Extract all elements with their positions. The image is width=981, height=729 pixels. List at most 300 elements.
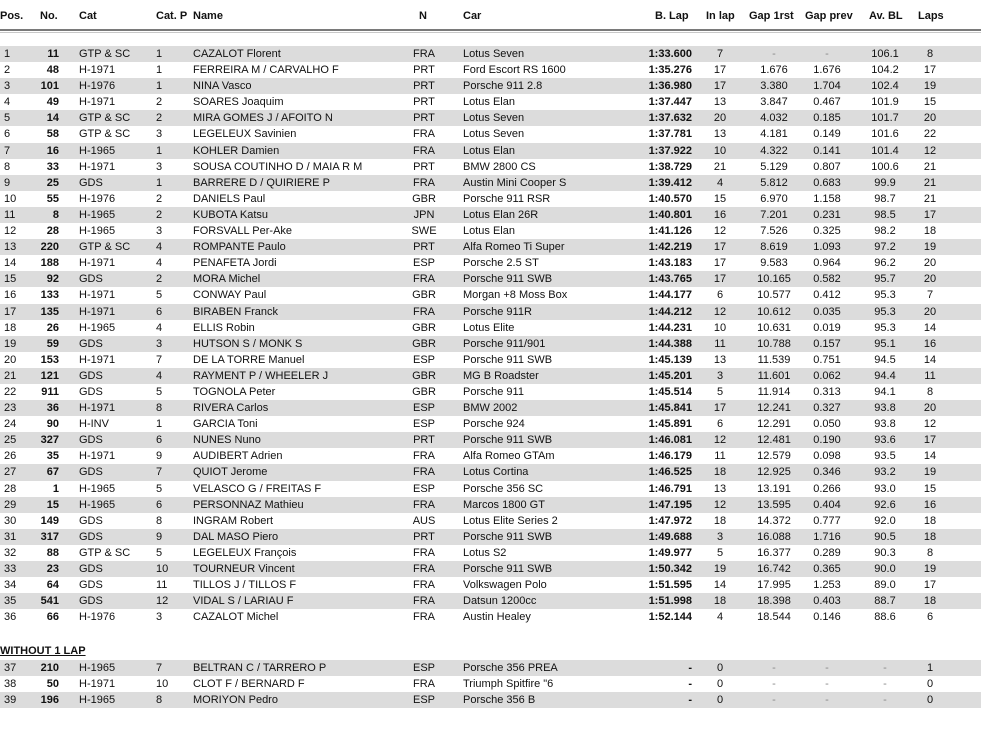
cell-category: H-INV (79, 418, 109, 431)
cell-car-number: 66 (46, 611, 59, 624)
cell-in-lap: 11 (714, 337, 726, 350)
cell-laps: 21 (923, 160, 937, 173)
table-row (0, 223, 981, 239)
table-row (0, 561, 981, 577)
cell-category-pos: 1 (156, 418, 163, 431)
cell-nationality: GBR (412, 369, 436, 382)
cell-pos: 35 (4, 595, 17, 608)
cell-driver-name: TOURNEUR Vincent (193, 563, 295, 575)
cell-laps: 19 (923, 466, 937, 479)
cell-car-number: 58 (46, 128, 59, 141)
cell-gap-prev: 0.231 (813, 208, 841, 221)
cell-car: Lotus Seven (463, 128, 525, 141)
table-row (0, 593, 981, 609)
cell-best-lap: 1:51.595 (648, 579, 692, 592)
cell-nationality: PRT (413, 530, 435, 543)
cell-category-pos: 7 (156, 662, 163, 674)
cell-car: Lotus Cortina (463, 466, 529, 479)
cell-best-lap: 1:45.514 (648, 385, 692, 398)
cell-car-number: 153 (40, 353, 59, 366)
table-row (0, 513, 981, 529)
cell-category-pos: 6 (156, 498, 163, 511)
cell-avg-best-lap: 93.0 (874, 482, 896, 495)
cell-category-pos: 1 (156, 176, 163, 189)
cell-category-pos: 1 (156, 144, 163, 157)
table-row (0, 464, 981, 480)
cell-in-lap: 5 (716, 546, 724, 559)
cell-gap-prev: 0.190 (813, 434, 841, 447)
cell-car: Porsche 911 SWB (463, 434, 553, 447)
cell-pos: 15 (4, 273, 17, 286)
cell-nationality: PRT (413, 160, 435, 173)
cell-in-lap: 17 (713, 402, 727, 415)
cell-car-number: 33 (46, 160, 59, 173)
table-row (0, 448, 981, 464)
cell-gap-prev: 0.157 (813, 337, 841, 350)
cell-pos: 23 (4, 402, 17, 415)
cell-gap-first: 12.481 (757, 434, 791, 447)
cell-in-lap: 13 (713, 96, 727, 109)
cell-gap-prev: - (825, 694, 829, 707)
cell-best-lap: - (688, 662, 692, 674)
cell-category-pos: 5 (156, 385, 163, 398)
cell-in-lap: 17 (713, 257, 727, 270)
cell-avg-best-lap: 106.1 (871, 48, 899, 60)
cell-nationality: GBR (412, 192, 436, 205)
cell-gap-prev: 1.676 (813, 64, 841, 77)
cell-nationality: PRT (413, 64, 435, 77)
cell-best-lap: 1:37.922 (648, 144, 692, 157)
table-row (0, 175, 981, 191)
cell-category-pos: 4 (156, 321, 163, 334)
cell-in-lap: 0 (716, 694, 724, 707)
cell-in-lap: 20 (713, 112, 727, 125)
cell-driver-name: HUTSON S / MONK S (193, 337, 303, 350)
cell-category: H-1971 (79, 64, 116, 77)
cell-category: H-1971 (79, 353, 116, 366)
cell-category: H-1965 (79, 225, 116, 238)
cell-avg-best-lap: 95.3 (874, 289, 896, 302)
cell-gap-first: 14.372 (757, 514, 791, 527)
cell-gap-prev: 0.412 (813, 289, 841, 302)
cell-avg-best-lap: 98.2 (874, 225, 896, 238)
cell-category-pos: 5 (156, 289, 163, 302)
cell-pos: 16 (4, 289, 17, 302)
cell-driver-name: TILLOS J / TILLOS F (193, 579, 297, 592)
cell-category-pos: 2 (156, 192, 163, 205)
cell-category: GDS (79, 530, 103, 543)
cell-gap-first: 10.631 (757, 321, 791, 334)
cell-laps: 17 (923, 64, 937, 77)
cell-nationality: FRA (413, 466, 435, 479)
cell-driver-name: NUNES Nuno (193, 434, 261, 447)
cell-car: Lotus Seven (463, 112, 525, 125)
header-car: Car (463, 10, 482, 22)
cell-avg-best-lap: 88.6 (874, 611, 896, 624)
cell-driver-name: PERSONNAZ Mathieu (193, 498, 304, 511)
cell-nationality: PRT (413, 112, 435, 125)
cell-nationality: SWE (411, 225, 437, 238)
cell-in-lap: 14 (713, 579, 727, 592)
cell-best-lap: 1:47.972 (648, 514, 692, 527)
cell-car-number: 88 (46, 546, 59, 559)
cell-gap-first: 3.847 (760, 96, 788, 109)
cell-category-pos: 4 (156, 257, 163, 270)
cell-category: H-1971 (79, 450, 116, 463)
cell-nationality: GBR (412, 321, 436, 334)
cell-car: Lotus S2 (463, 546, 507, 559)
cell-in-lap: 10 (713, 321, 727, 334)
table-row (0, 432, 981, 448)
cell-pos: 12 (4, 225, 17, 238)
cell-best-lap: 1:44.177 (648, 289, 692, 302)
cell-car: Porsche 911 SWB (463, 563, 553, 575)
cell-car-number: 11 (47, 48, 59, 60)
table-row (0, 660, 981, 676)
cell-laps: 18 (923, 225, 937, 238)
table-row (0, 159, 981, 175)
cell-pos: 6 (4, 128, 11, 141)
cell-category: H-1976 (79, 80, 116, 93)
cell-nationality: ESP (412, 482, 435, 495)
cell-driver-name: AUDIBERT Adrien (193, 450, 283, 463)
cell-category: H-1965 (79, 498, 116, 511)
cell-avg-best-lap: 99.9 (874, 176, 896, 189)
cell-driver-name: LEGELEUX François (193, 546, 297, 559)
cell-gap-prev: 1.253 (813, 579, 841, 592)
cell-best-lap: 1:43.765 (648, 273, 692, 286)
cell-avg-best-lap: 102.4 (871, 80, 899, 93)
cell-car: Marcos 1800 GT (463, 498, 545, 511)
cell-nationality: FRA (413, 546, 435, 559)
cell-in-lap: 12 (713, 498, 727, 511)
header-gap-first: Gap 1rst (749, 10, 794, 22)
cell-in-lap: 18 (713, 514, 727, 527)
cell-gap-prev: 0.289 (813, 546, 841, 559)
cell-car: Alfa Romeo Ti Super (463, 241, 565, 254)
cell-car: Porsche 356 B (463, 694, 536, 707)
cell-driver-name: QUIOT Jerome (193, 466, 268, 479)
cell-driver-name: LEGELEUX Savinien (193, 128, 297, 141)
cell-car: Lotus Elan (463, 225, 515, 238)
cell-avg-best-lap: 96.2 (874, 257, 896, 270)
cell-pos: 19 (4, 337, 17, 350)
cell-avg-best-lap: 95.1 (874, 337, 896, 350)
cell-pos: 38 (4, 678, 17, 691)
cell-gap-first: 10.577 (757, 289, 791, 302)
cell-category: GTP & SC (79, 48, 131, 60)
cell-gap-first: 11.539 (757, 353, 791, 366)
cell-category-pos: 7 (156, 466, 163, 479)
cell-avg-best-lap: 90.5 (874, 530, 896, 543)
cell-car: Porsche 911 RSR (463, 192, 551, 205)
cell-car-number: 133 (40, 289, 59, 302)
cell-car-number: 25 (46, 176, 59, 189)
cell-pos: 4 (4, 96, 11, 109)
cell-car-number: 220 (40, 241, 59, 254)
cell-laps: 8 (926, 48, 934, 60)
cell-gap-prev: 0.403 (813, 595, 841, 608)
cell-driver-name: INGRAM Robert (193, 514, 274, 527)
cell-category-pos: 5 (156, 546, 163, 559)
cell-category-pos: 12 (156, 595, 169, 608)
cell-best-lap: 1:45.139 (648, 353, 692, 366)
cell-laps: 20 (923, 402, 937, 415)
cell-gap-first: 17.995 (757, 579, 791, 592)
cell-gap-first: 8.619 (760, 241, 788, 254)
header-avg-best-lap: Av. BL (869, 10, 903, 22)
cell-category: H-1965 (79, 662, 116, 674)
table-row (0, 692, 981, 708)
cell-driver-name: ROMPANTE Paulo (193, 241, 286, 254)
cell-driver-name: KOHLER Damien (193, 144, 280, 157)
cell-gap-prev: 0.964 (813, 257, 841, 270)
cell-gap-first: 4.032 (760, 112, 788, 125)
cell-car-number: 59 (46, 337, 59, 350)
cell-avg-best-lap: 95.3 (874, 305, 896, 318)
cell-in-lap: 3 (716, 369, 724, 382)
header-cat: Cat (79, 10, 97, 22)
cell-pos: 22 (4, 385, 17, 398)
cell-car: Triumph Spitfire "6 (463, 678, 554, 691)
cell-in-lap: 7 (716, 48, 724, 60)
cell-category: H-1965 (79, 482, 116, 495)
cell-avg-best-lap: 101.6 (871, 128, 899, 141)
cell-avg-best-lap: 101.4 (871, 144, 899, 157)
table-row (0, 94, 981, 110)
cell-best-lap: 1:46.525 (648, 466, 692, 479)
header-nationality: N (419, 10, 427, 22)
cell-best-lap: 1:45.891 (648, 418, 692, 431)
cell-car-number: 121 (40, 369, 59, 382)
cell-nationality: PRT (413, 96, 435, 109)
cell-gap-prev: 0.327 (813, 402, 841, 415)
cell-car: BMW 2800 CS (463, 160, 536, 173)
cell-pos: 25 (4, 434, 17, 447)
cell-car-number: 16 (46, 144, 59, 157)
cell-gap-prev: 0.050 (813, 418, 841, 431)
header-gap-prev: Gap prev (805, 10, 853, 22)
cell-avg-best-lap: 89.0 (874, 579, 896, 592)
cell-car: Porsche 911 2.8 (463, 80, 543, 93)
cell-avg-best-lap: 92.6 (874, 498, 896, 511)
cell-nationality: FRA (413, 579, 435, 592)
cell-driver-name: RIVERA Carlos (193, 402, 269, 415)
cell-in-lap: 16 (713, 208, 727, 221)
cell-best-lap: 1:35.276 (648, 64, 692, 77)
cell-car-number: 23 (46, 563, 59, 575)
header-laps: Laps (918, 10, 944, 22)
cell-gap-prev: - (825, 662, 829, 674)
cell-gap-prev: 0.141 (813, 144, 841, 157)
cell-category: GTP & SC (79, 241, 131, 254)
cell-driver-name: TOGNOLA Peter (193, 385, 276, 398)
cell-car-number: 15 (46, 498, 59, 511)
cell-pos: 9 (4, 176, 11, 189)
cell-pos: 14 (4, 257, 17, 270)
cell-in-lap: 3 (716, 530, 724, 543)
cell-nationality: AUS (412, 514, 436, 527)
cell-driver-name: FORSVALL Per-Ake (193, 225, 293, 238)
cell-nationality: FRA (413, 498, 435, 511)
cell-car-number: 14 (46, 112, 59, 125)
cell-laps: 11 (924, 369, 936, 382)
cell-pos: 24 (4, 418, 17, 431)
cell-gap-first: 5.129 (760, 160, 788, 173)
cell-category-pos: 8 (156, 402, 163, 415)
cell-best-lap: 1:46.081 (648, 434, 692, 447)
cell-gap-prev: 0.365 (813, 563, 841, 575)
cell-category: GDS (79, 385, 103, 398)
cell-avg-best-lap: 90.3 (874, 546, 896, 559)
cell-best-lap: 1:39.412 (648, 176, 692, 189)
cell-car: Porsche 911R (463, 305, 532, 318)
cell-laps: 18 (923, 514, 937, 527)
cell-laps: 12 (923, 144, 937, 157)
cell-gap-prev: 1.158 (813, 192, 841, 205)
results-table-without-lap (0, 660, 981, 708)
cell-gap-first: 16.088 (757, 530, 791, 543)
cell-best-lap: 1:37.447 (648, 96, 692, 109)
cell-gap-first: 9.583 (760, 257, 788, 270)
cell-category-pos: 8 (156, 514, 163, 527)
header-divider (0, 29, 981, 31)
cell-driver-name: CONWAY Paul (193, 289, 267, 302)
cell-nationality: ESP (412, 257, 435, 270)
cell-category-pos: 9 (156, 450, 163, 463)
cell-avg-best-lap: 94.5 (874, 353, 896, 366)
cell-in-lap: 4 (716, 176, 724, 189)
cell-laps: 14 (923, 450, 937, 463)
header-best-lap: B. Lap (655, 10, 689, 22)
cell-avg-best-lap: 94.1 (874, 385, 896, 398)
header-divider-shadow (0, 32, 981, 33)
cell-gap-first: 16.742 (757, 563, 791, 575)
cell-car-number: 67 (46, 466, 59, 479)
cell-category-pos: 6 (156, 434, 163, 447)
cell-category-pos: 9 (156, 530, 163, 543)
table-header (0, 10, 981, 28)
cell-nationality: FRA (413, 176, 435, 189)
cell-gap-first: 12.579 (757, 450, 791, 463)
cell-category: H-1971 (79, 160, 116, 173)
cell-gap-prev: 0.404 (813, 498, 841, 511)
cell-laps: 20 (923, 257, 937, 270)
cell-car-number: 92 (46, 273, 59, 286)
cell-car-number: 210 (40, 662, 59, 674)
cell-category: GDS (79, 369, 103, 382)
cell-driver-name: MIRA GOMES J / AFOITO N (193, 112, 333, 125)
cell-gap-first: - (772, 694, 776, 707)
cell-in-lap: 19 (713, 563, 727, 575)
cell-laps: 8 (926, 546, 934, 559)
cell-laps: 12 (923, 418, 937, 431)
cell-gap-prev: - (825, 48, 829, 60)
cell-in-lap: 0 (716, 678, 724, 691)
cell-nationality: GBR (412, 385, 436, 398)
cell-nationality: FRA (413, 595, 435, 608)
cell-avg-best-lap: 98.7 (874, 192, 896, 205)
cell-pos: 39 (4, 694, 17, 707)
cell-driver-name: BELTRAN C / TARRERO P (193, 662, 327, 674)
cell-in-lap: 13 (713, 482, 727, 495)
cell-car: Porsche 911 (463, 385, 524, 398)
cell-category: H-1965 (79, 694, 116, 707)
cell-category: H-1971 (79, 305, 116, 318)
table-row (0, 400, 981, 416)
cell-car: Alfa Romeo GTAm (463, 450, 555, 463)
cell-driver-name: CLOT F / BERNARD F (193, 678, 305, 691)
cell-category: GDS (79, 579, 103, 592)
cell-category-pos: 1 (156, 80, 163, 93)
cell-gap-prev: 0.098 (813, 450, 841, 463)
cell-gap-first: 1.676 (760, 64, 788, 77)
cell-laps: 16 (923, 498, 937, 511)
cell-gap-first: 13.191 (757, 482, 791, 495)
cell-category: GDS (79, 466, 103, 479)
cell-nationality: PRT (413, 434, 435, 447)
cell-gap-prev: 0.185 (813, 112, 841, 125)
cell-category: GDS (79, 563, 103, 575)
cell-pos: 36 (4, 611, 17, 624)
cell-laps: 15 (923, 96, 937, 109)
cell-car: BMW 2002 (463, 402, 518, 415)
cell-driver-name: DANIELS Paul (193, 192, 266, 205)
cell-laps: 20 (923, 305, 937, 318)
cell-best-lap: 1:33.600 (648, 48, 692, 60)
cell-category: H-1971 (79, 402, 116, 415)
cell-best-lap: 1:36.980 (648, 80, 692, 93)
cell-pos: 11 (4, 208, 16, 221)
cell-driver-name: GARCIA Toni (193, 418, 258, 431)
table-row (0, 191, 981, 207)
cell-nationality: FRA (413, 450, 435, 463)
cell-best-lap: 1:44.231 (648, 321, 692, 334)
cell-category: GDS (79, 514, 103, 527)
cell-laps: 20 (923, 273, 937, 286)
cell-laps: 14 (923, 321, 937, 334)
cell-driver-name: MORA Michel (193, 273, 261, 286)
cell-car-number: 541 (40, 595, 59, 608)
cell-category-pos: 6 (156, 305, 163, 318)
cell-pos: 37 (4, 662, 17, 674)
cell-avg-best-lap: - (883, 662, 887, 674)
cell-category-pos: 10 (156, 678, 169, 691)
table-row (0, 126, 981, 142)
cell-driver-name: VIDAL S / LARIAU F (193, 595, 294, 608)
cell-car: Porsche 2.5 ST (463, 257, 539, 270)
table-row (0, 497, 981, 513)
cell-car: Porsche 356 PREA (463, 662, 558, 674)
table-row (0, 110, 981, 126)
cell-car-number: 317 (40, 530, 59, 543)
table-row (0, 78, 981, 94)
cell-nationality: ESP (412, 662, 435, 674)
cell-best-lap: 1:49.977 (648, 546, 692, 559)
cell-laps: 19 (923, 241, 937, 254)
cell-gap-prev: 0.346 (813, 466, 841, 479)
cell-pos: 27 (4, 466, 17, 479)
cell-category: H-1976 (79, 192, 116, 205)
cell-gap-prev: 1.716 (813, 530, 841, 543)
cell-in-lap: 6 (716, 289, 724, 302)
cell-best-lap: 1:46.791 (648, 482, 692, 495)
cell-in-lap: 15 (713, 192, 727, 205)
cell-gap-first: 12.291 (757, 418, 791, 431)
cell-avg-best-lap: 98.5 (874, 208, 896, 221)
cell-in-lap: 0 (716, 662, 724, 674)
cell-category-pos: 11 (156, 579, 168, 592)
